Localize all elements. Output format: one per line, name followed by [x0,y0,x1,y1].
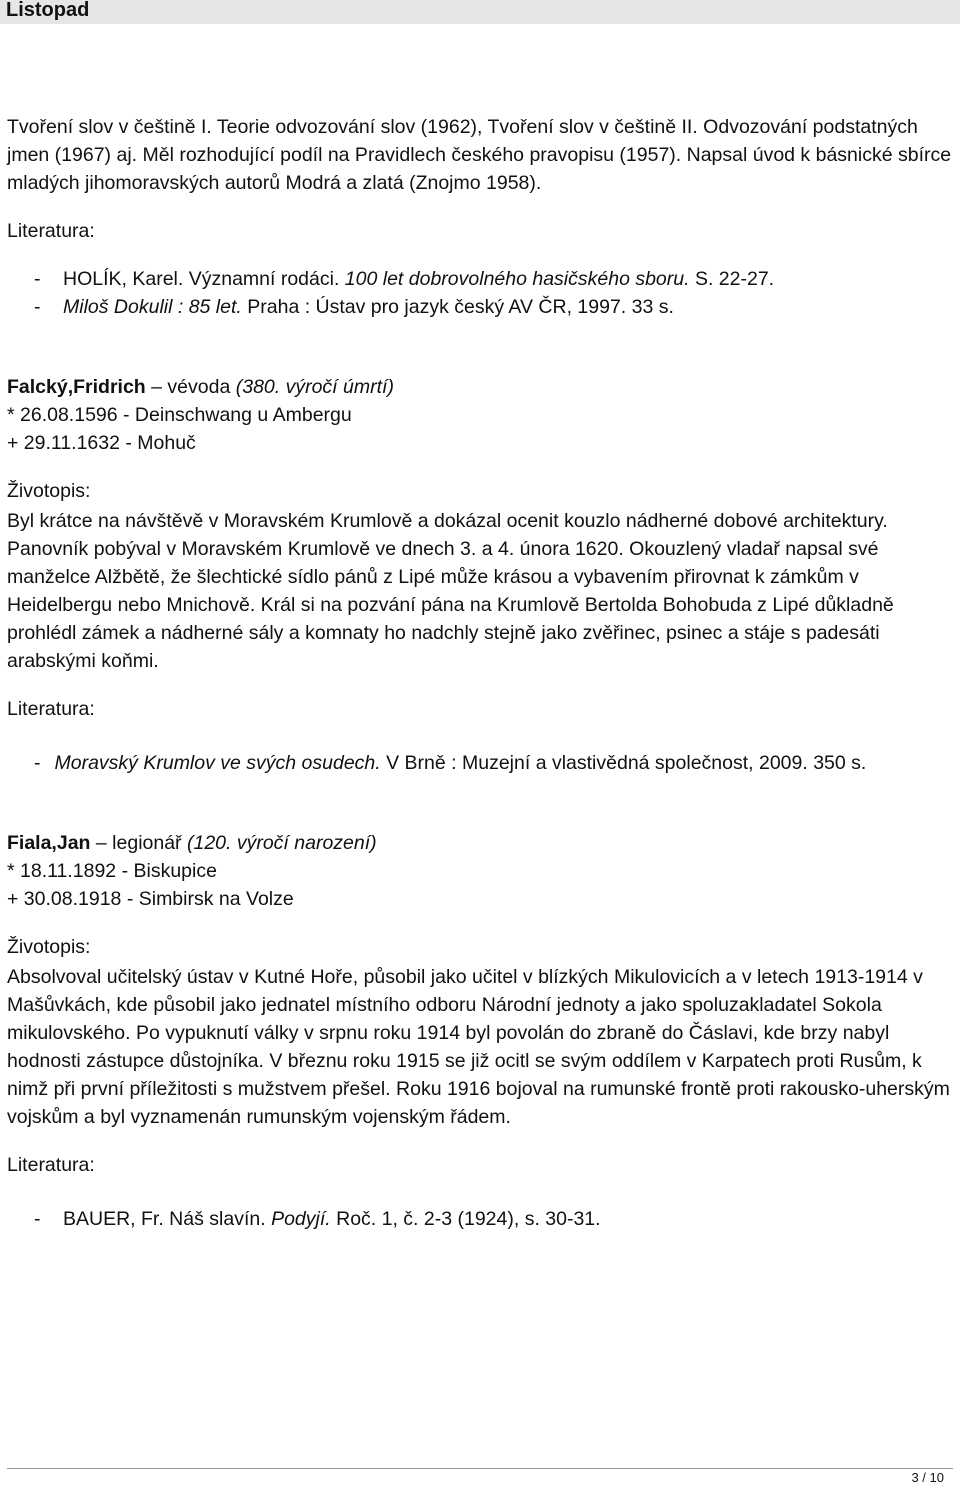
person-heading [7,829,953,857]
person-role: vévoda [167,376,231,398]
literature-label: Literatura: [7,698,95,720]
list-dash: - [34,268,41,290]
literature-item [7,265,953,293]
heading-dash: – [95,832,107,854]
literature-item [7,749,953,777]
literature-label: Literatura: [7,220,95,242]
person-entry-falcky [7,373,953,777]
anniversary: (380. výročí úmrtí) [235,376,394,398]
page-title: Listopad [6,0,90,21]
citation-publisher: V Brně : Muzejní a vlastivědná společnost, 2009. 350 s. [386,752,867,774]
intro-paragraph: Tvoření slov v češtině I. Teorie odvozování slov (1962), Tvoření slov v češtině II. Odvozování podstatných jmen (1967) aj. Měl rozhodující podíl na Pravidlech českého pravopisu (1957). Napsal úvod k básnické sbírce mladých jihomoravských autorů Modrá a zlatá (Znojmo 1958). [7,116,952,194]
page-number: 3 / 10 [911,1470,944,1485]
literature-label: Literatura: [7,1154,95,1176]
biography-text: Absolvoval učitelský ústav v Kutné Hoře, působil jako učitel v blízkých Mikulovicích a v letech 1913-1914 v Mašůvkách, kde působil jako jednatel místního odboru Národní jednoty a jako spoluzakladatel Sokola mikulovského. Po vypuknutí války v srpnu roku 1914 byl povolán do zbraně do Čáslavi, kde brzy nabyl hodnosti zástupce důstojníka. V březnu roku 1915 se již ocitl se svým oddílem v Karpatech proti Rusům, k nimž při první příležitosti s mužstvem přešel. Roku 1916 bojoval na rumunské frontě proti rakousko-uherským vojskům a byl vyznamenán rumunským vojenským řádem. [7,966,950,1128]
biography-label: Životopis: [7,936,91,958]
citation-title: Miloš Dokulil : 85 let. [63,296,242,318]
document-body [7,113,953,1233]
person-entry-fiala [7,829,953,1233]
person-name: Falcký,Fridrich [7,376,146,398]
birth-info: * 26.08.1596 - Deinschwang u Ambergu [7,404,352,426]
biography-text: Byl krátce na návštěvě v Moravském Krumlově a dokázal ocenit kouzlo nádherné dobové architektury. Panovník pobýval v Moravském Krumlově ve dnech 3. a 4. února 1620. Okouzlený vladař napsal své manželce Alžbětě, že šlechtické sídlo pánů z Lipé může krásou a vybavením přirovnat k zámkům v Heidelbergu nebo Mnichově. Král si na pozvání pána na Krumlově Bertolda Bohobuda z Lipé důkladně prohlédl zámek a nádherné sály a komnaty ho nadchly stejně jako zvěřinec, psinec a stáje s padesáti arabskými koňmi. [7,510,894,672]
death-info: + 30.08.1918 - Simbirsk na Volze [7,888,294,910]
header-bar [0,0,960,24]
citation-title: Podyjí. [271,1208,331,1230]
citation-text: HOLÍK, Karel. Významní rodáci. [63,268,340,290]
citation-text: BAUER, Fr. Náš slavín. [63,1208,266,1230]
person-name: Fiala,Jan [7,832,91,854]
literature-item [7,1205,953,1233]
citation-volume: Roč. 1, č. 2-3 (1924), s. 30-31. [336,1208,601,1230]
biography-label: Životopis: [7,480,91,502]
list-dash: - [34,1208,41,1230]
birth-info: * 18.11.1892 - Biskupice [7,860,217,882]
list-dash: - [34,296,41,318]
anniversary: (120. výročí narození) [186,832,377,854]
citation-pages: S. 22-27. [694,268,775,290]
citation-title: 100 let dobrovolného hasičského sboru. [344,268,690,290]
citation-title: Moravský Krumlov ve svých osudech. [54,752,381,774]
death-info: + 29.11.1632 - Mohuč [7,432,196,454]
footer-divider [7,1468,953,1469]
heading-dash: – [151,376,162,398]
list-dash: - [34,752,41,774]
person-role: legionář [112,832,182,854]
citation-publisher: Praha : Ústav pro jazyk český AV ČR, 1997. 33 s. [247,296,674,318]
person-heading [7,373,953,401]
literature-item [7,293,953,321]
literature-list [7,265,953,321]
